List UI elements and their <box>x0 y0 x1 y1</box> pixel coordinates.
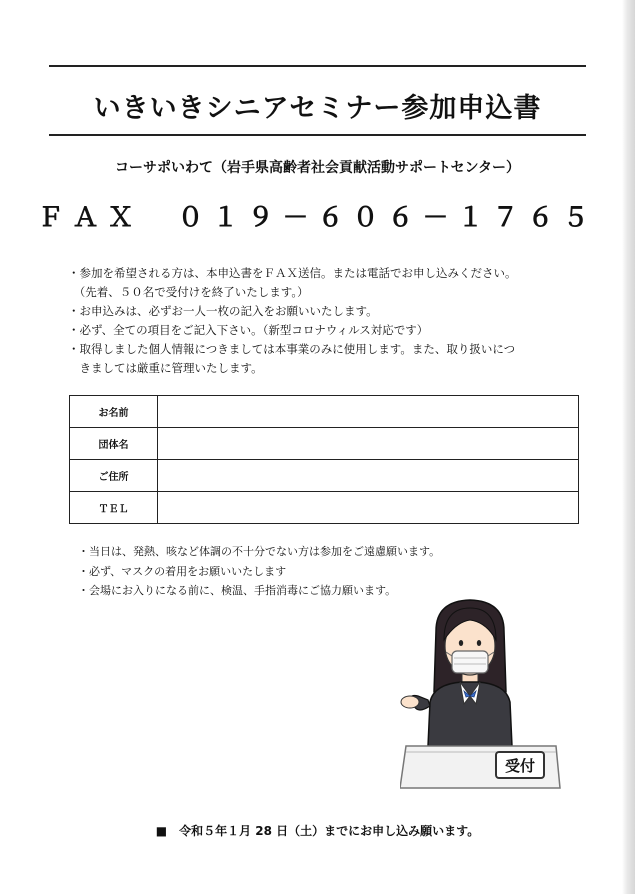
reception-sign-label: 受付 <box>504 757 536 775</box>
title-top-rule <box>49 65 586 67</box>
note-line: ・必ず、全ての項目をご記入下さい。（新型コロナウィルス対応です） <box>68 323 429 337</box>
address-field[interactable] <box>158 460 579 492</box>
hand-shape <box>401 696 419 708</box>
receptionist-with-mask-illustration <box>400 596 562 792</box>
right-eye <box>477 640 481 646</box>
name-field[interactable] <box>158 396 579 428</box>
vest-shape <box>428 682 512 746</box>
left-eye <box>459 640 463 646</box>
tel-field[interactable] <box>158 492 579 524</box>
page-edge-shadow <box>622 0 635 894</box>
form-row-name <box>70 396 579 428</box>
mask-icon <box>452 651 488 673</box>
application-notes <box>68 264 578 378</box>
title-bottom-rule <box>49 134 586 136</box>
note-line: （先着、５０名で受付けを終了いたします。） <box>68 285 309 299</box>
tel-label: ＴＥＬ <box>70 492 158 524</box>
organization-field[interactable] <box>158 428 579 460</box>
fax-number: ＦＡＸ ０１９－６０６－１７６５ <box>37 203 598 233</box>
address-label: ご住所 <box>70 460 158 492</box>
form-row-tel <box>70 492 579 524</box>
venue-note-line: ・会場にお入りになる前に、検温、手指消毒にご協力願います。 <box>78 584 397 597</box>
name-label: お名前 <box>70 396 158 428</box>
organization-name: コーサポいわて（岩手県高齢者社会貢献活動サポートセンター） <box>114 160 521 176</box>
organization-label: 団体名 <box>70 428 158 460</box>
note-line: ・取得しました個人情報につきましては本事業のみに使用します。また、取り扱いにつ <box>68 342 516 356</box>
form-row-organization <box>70 428 579 460</box>
venue-note-line: ・当日は、発熱、咳など体調の不十分でない方は参加をご遠慮願います。 <box>78 545 441 558</box>
note-line: きましては厳重に管理いたします。 <box>68 361 263 375</box>
note-line: ・お申込みは、必ずお一人一枚の記入をお願いいたします。 <box>68 304 378 318</box>
deadline-footer: ■ 令和５年１月 28 日（土）までにお申し込み願います。 <box>155 824 480 838</box>
application-form-table <box>69 395 579 524</box>
venue-notes <box>78 542 440 601</box>
venue-note-line: ・必ず、マスクの着用をお願いいたします <box>78 564 287 578</box>
form-row-address <box>70 460 579 492</box>
note-line: ・参加を希望される方は、本申込書をＦＡＸ送信。または電話でお申し込みください。 <box>68 266 517 280</box>
page-title: いきいきシニアセミナー参加申込書 <box>93 93 542 124</box>
